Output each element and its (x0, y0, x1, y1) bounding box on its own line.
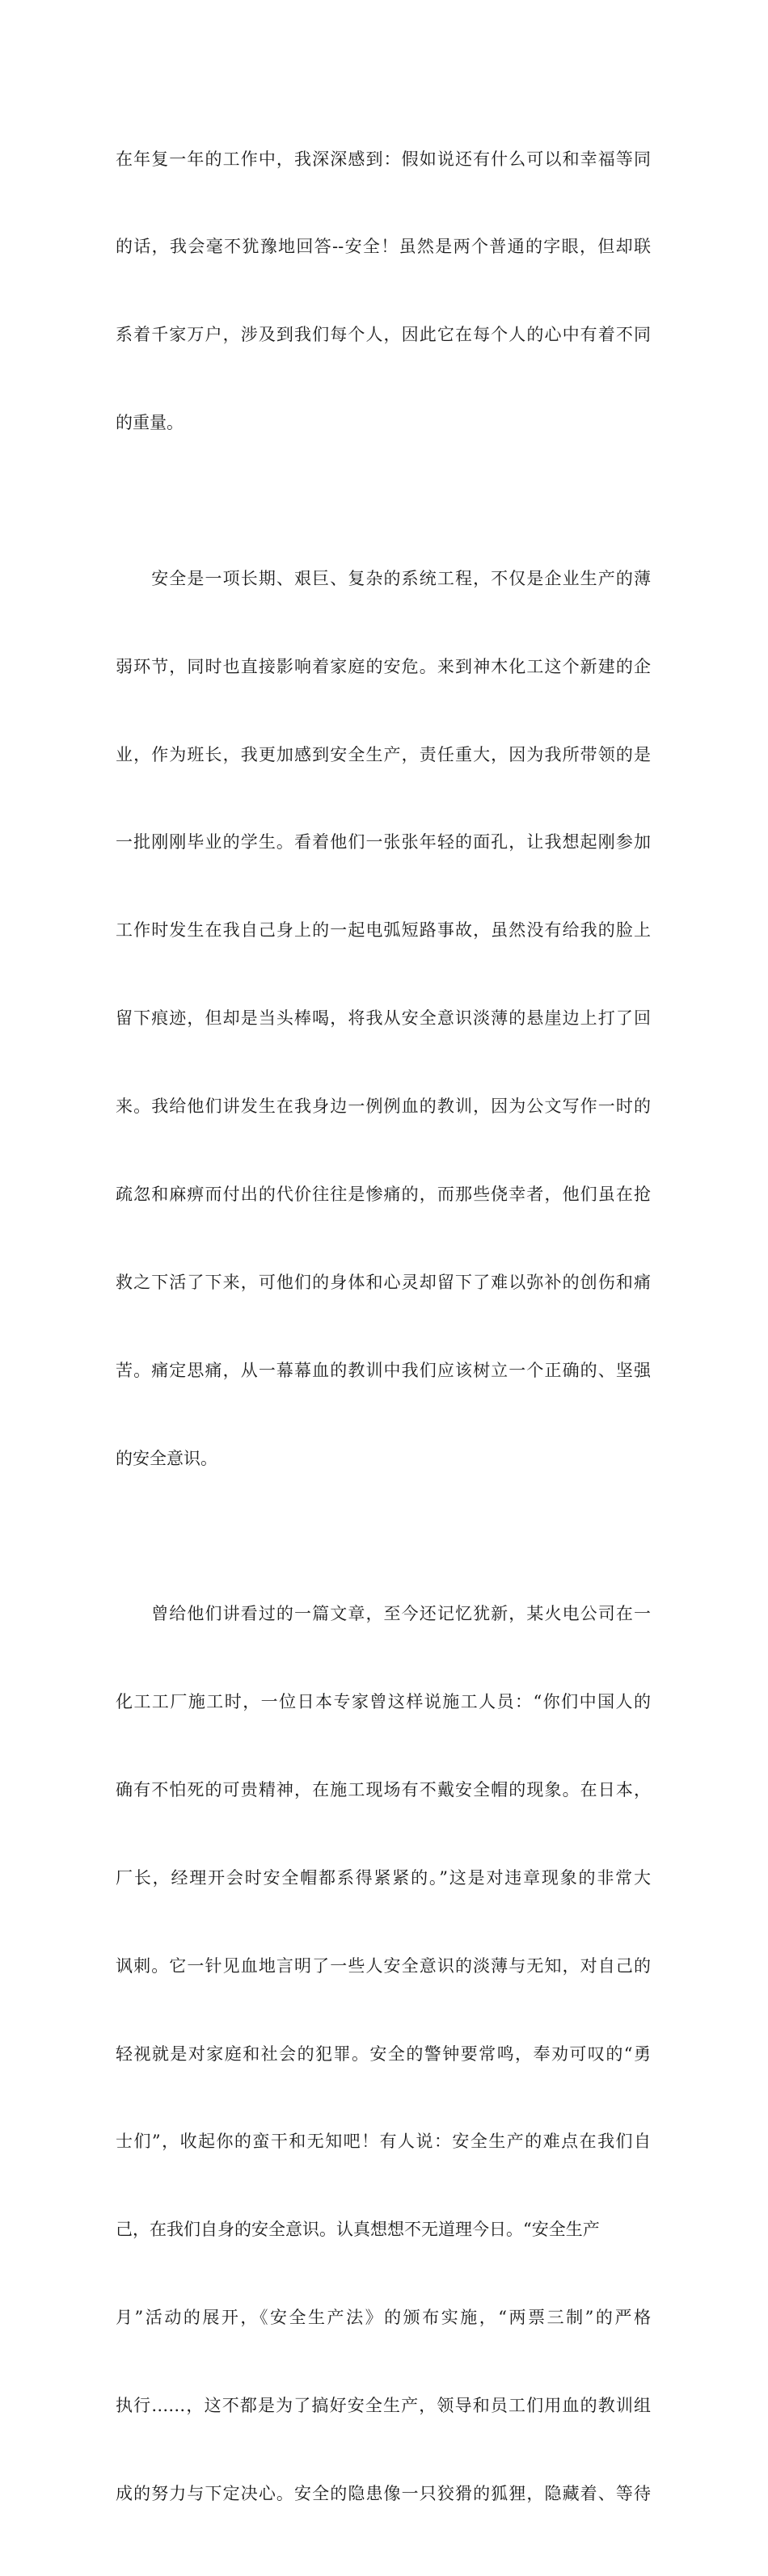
text-line: 苦。痛定思痛，从一幕幕血的教训中我们应该树立一个正确的、坚强 (116, 1360, 651, 1380)
text-line: 系着千家万户，涉及到我们每个人，因此它在每个人的心中有着不同 (116, 325, 651, 345)
text-line: 的话，我会毫不犹豫地回答--安全！虽然是两个普通的字眼，但却联 (116, 237, 651, 257)
text-line: 工作时发生在我自己身上的一起电弧短路事故，虽然没有给我的脸上 (116, 920, 651, 941)
text-line: 轻视就是对家庭和社会的犯罪。安全的警钟要常鸣，奉劝可叹的“勇 (116, 2044, 651, 2064)
paragraph-3 (116, 1541, 651, 2567)
text-line: 的安全意识。 (116, 1448, 217, 1468)
text-line: 成的努力与下定决心。安全的隐患像一只狡猾的狐狸，隐藏着、等待 (116, 2484, 651, 2504)
text-line: 曾给他们讲看过的一篇文章，至今还记忆犹新，某火电公司在一 (116, 1604, 651, 1624)
text-line: 救之下活了下来，可他们的身体和心灵却留下了难以弥补的创伤和痛 (116, 1272, 651, 1292)
text-line: 的重量。 (116, 413, 184, 433)
text-line: 执行……，这不都是为了搞好安全生产，领导和员工们用血的教训组 (116, 2396, 651, 2416)
text-line: 疏忽和麻痹而付出的代价往往是惨痛的，而那些侥幸者，他们虽在抢 (116, 1184, 651, 1204)
paragraph-2 (116, 505, 651, 1531)
document-body (116, 86, 651, 2576)
text-line: 安全是一项长期、艰巨、复杂的系统工程，不仅是企业生产的薄 (116, 568, 651, 588)
text-line: 来。我给他们讲发生在我身边一例例血的教训，因为公文写作一时的 (116, 1096, 651, 1117)
text-line: 讽刺。它一针见血地言明了一些人安全意识的淡薄与无知，对自己的 (116, 1955, 651, 1976)
paragraph-1 (116, 86, 651, 496)
text-line: 确有不怕死的可贵精神，在施工现场有不戴安全帽的现象。在日本， (116, 1779, 651, 1799)
text-line: 留下痕迹，但却是当头棒喝，将我从安全意识淡薄的悬崖边上打了回 (116, 1008, 651, 1029)
text-line: 业，作为班长，我更加感到安全生产，责任重大，因为我所带领的是 (116, 744, 651, 764)
text-line: 己，在我们自身的安全意识。认真想想不无道理今日。“安全生产 (116, 2220, 600, 2240)
text-line: 化工工厂施工时，一位日本专家曾这样说施工人员：“你们中国人的 (116, 1692, 651, 1712)
text-line: 厂长，经理开会时安全帽都系得紧紧的。”这是对违章现象的非常大 (116, 1867, 651, 1888)
text-line: 士们”，收起你的蛮干和无知吧！有人说：安全生产的难点在我们自 (116, 2132, 651, 2152)
text-line: 一批刚刚毕业的学生。看着他们一张张年轻的面孔，让我想起刚参加 (116, 832, 651, 852)
text-line: 月”活动的展开，《安全生产法》的颁布实施，“两票三制”的严格 (116, 2308, 651, 2328)
text-line: 在年复一年的工作中，我深深感到：假如说还有什么可以和幸福等同 (116, 149, 651, 169)
text-line: 弱环节，同时也直接影响着家庭的安危。来到神木化工这个新建的企 (116, 656, 651, 676)
